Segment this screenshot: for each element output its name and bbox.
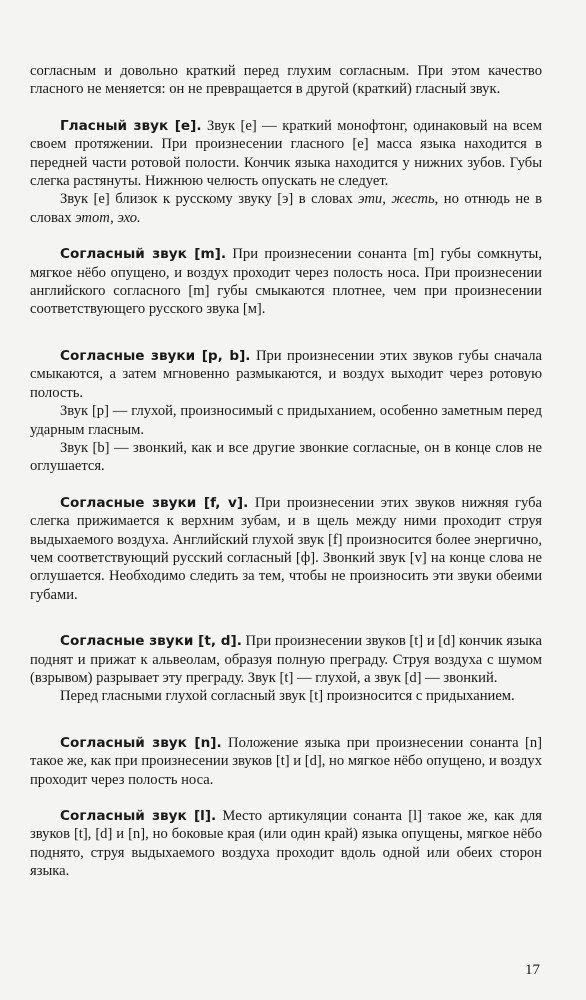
section-paragraph: Гласный звук [e]. Звук [e] — краткий монофтонг, одинаковый на всем своем протяжении. При произнесении гласного [e] масса языка находится в передней части ротовой полости. Кончик языка находится у нижних зубов. Губы слегка растянуты. Нижнюю челюсть опускать не следует. [30, 117, 542, 190]
section-heading: Согласный звук [l]. [60, 808, 217, 824]
section-paragraph: Согласный звук [l]. Место артикуляции сонанта [l] такое же, как для звуков [t], [d] и [n], но боковые края (или один край) языка опущены, мягкое нёбо поднято, струя выдыхаемого воздуха проходит вдоль одной или обеих сторон языка. [30, 808, 542, 880]
section-consonant-l [30, 807, 542, 881]
section-paragraph: Согласные звуки [t, d]. При произнесении звуков [t] и [d] кончик языка поднят и прижат к альвеолам, образуя полную преграду. Струя воздуха с шумом (взрывом) разрывает эту преграду. Звук [t] — глухой, а звук [d] — звонкий. [30, 633, 542, 686]
section-consonants-t-d [30, 632, 542, 706]
section-paragraph: Согласный звук [n]. Положение языка при произнесении сонанта [n] такое же, как при произнесении звуков [t] и [d], но мягкое нёбо опущено, и воздух проходит через полость носа. [30, 734, 543, 788]
section-heading: Согласные звуки [f, v]. [60, 494, 249, 511]
section-consonants-p-b [30, 347, 542, 476]
section-paragraph: Звук [b] — звонкий, как и все другие звонкие согласные, он в конце слов не оглушается. [30, 439, 542, 475]
section-paragraph: Звук [p] — глухой, произносимый с придыханием, особенно заметным перед ударным гласным. [30, 403, 542, 438]
section-paragraph: Перед гласными глухой согласный звук [t] произносится с придыханием. [60, 688, 515, 705]
section-heading: Согласный звук [m]. [60, 246, 227, 263]
section-paragraph: Звук [e] близок к русскому звуку [э] в словах эти, жесть, но отнюдь не в словах этот, эхо. [30, 191, 543, 226]
section-vowel-e [30, 117, 542, 227]
page-number: 17 [525, 962, 540, 978]
section-paragraph: Согласные звуки [p, b]. При произнесении этих звуков губы сначала смыкаются, а затем мгновенно размыкаются, и воздух выходит через ротовую полость. [30, 347, 542, 401]
example-words: эти, жесть [358, 191, 435, 208]
example-words: этот, эхо. [75, 209, 141, 226]
section-heading: Согласный звук [n]. [60, 734, 222, 751]
section-paragraph: Согласный звук [m]. При произнесении сонанта [m] губы сомкнуты, мягкое нёбо опущено, и воздух проходит через полость носа. При произнесении английского согласного [m] губы смыкаются плотнее, чем при произнесении соответствующего русского звука [м]. [30, 246, 543, 318]
section-heading: Гласный звук [e]. [60, 117, 202, 134]
section-consonants-f-v [30, 494, 542, 604]
intro-paragraph: согласным и довольно краткий перед глухим согласным. При этом качество гласного не меняется: он не превращается в другой (краткий) гласный звук. [30, 63, 542, 98]
section-heading: Согласные звуки [t, d]. [60, 633, 242, 650]
section-heading: Согласные звуки [p, b]. [60, 347, 251, 364]
page-body [30, 62, 542, 881]
section-paragraph: Согласные звуки [f, v]. При произнесении этих звуков нижняя губа слегка прижимается к верхним зубам, и в щель между ними проходит струя выдыхаемого воздуха. Английский глухой звук [f] произносится более энергично, чем соответствующий русский согласный [ф]. Звонкий звук [v] на конце слова не оглушается. Необходимо следить за тем, чтобы не произносить эти звуки обеими губами. [30, 494, 543, 603]
section-consonant-n [30, 734, 542, 789]
section-consonant-m [30, 245, 542, 319]
